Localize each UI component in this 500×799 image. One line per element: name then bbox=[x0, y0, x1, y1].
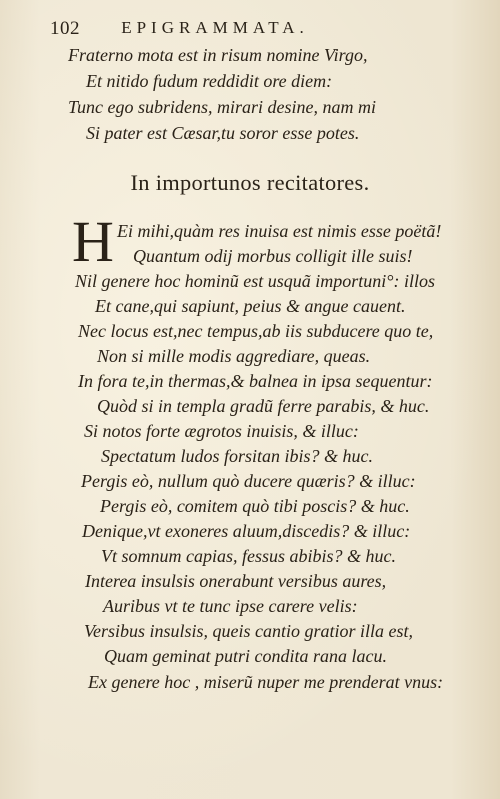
poem-line: Quòd si in templa gradũ ferre parabis, & huc. bbox=[97, 396, 430, 416]
poem-line: Non si mille modis aggrediare, queas. bbox=[97, 346, 371, 366]
page-header bbox=[50, 18, 380, 42]
poem-line: Et cane,qui sapiunt, peius & angue cauent. bbox=[95, 296, 406, 316]
poem-line: In fora te,in thermas,& balnea in ipsa sequentur: bbox=[78, 371, 433, 391]
poem-line: Quam geminat putri condita rana lacu. bbox=[104, 646, 387, 666]
poem-title: In importunos recitatores. bbox=[130, 170, 370, 195]
poem-line: Spectatum ludos forsitan ibis? & huc. bbox=[101, 446, 373, 466]
poem-line: Versibus insulsis, queis cantio gratior illa est, bbox=[84, 621, 414, 641]
poem-line: Ei mihi,quàm res inuisa est nimis esse poëtã! bbox=[117, 221, 442, 241]
page-number: 102 bbox=[50, 18, 80, 39]
drop-cap: H bbox=[72, 209, 114, 274]
poem-line: Interea insulsis onerabunt versibus aures, bbox=[85, 571, 387, 591]
preceding-verse-line: Si pater est Cæsar,tu soror esse potes. bbox=[86, 123, 360, 143]
poem-line: Auribus vt te tunc ipse carere velis: bbox=[103, 596, 358, 616]
preceding-verse-line: Fraterno mota est in risum nomine Virgo, bbox=[68, 45, 368, 65]
poem-line: Si notos forte ægrotos inuisis, & illuc: bbox=[84, 421, 359, 441]
poem-line: Denique,vt exoneres aluum,discedis? & illuc: bbox=[82, 521, 411, 541]
poem-line: Pergis eò, comitem quò tibi poscis? & huc. bbox=[100, 496, 410, 516]
poem-line: Pergis eò, nullum quò ducere quæris? & illuc: bbox=[81, 471, 416, 491]
poem-line: Ex genere hoc , miserũ nuper me prenderat vnus: bbox=[88, 672, 444, 692]
poem-line: Quantum odij morbus colligit ille suis! bbox=[133, 246, 413, 266]
poem-line: Nec locus est,nec tempus,ab iis subducere quo te, bbox=[78, 321, 434, 341]
poem-line: Vt somnum capias, fessus abibis? & huc. bbox=[101, 546, 396, 566]
preceding-verse-line: Tunc ego subridens, mirari desine, nam mi bbox=[68, 97, 376, 117]
poem-line: Nil genere hoc hominũ est usquã importuni°: illos bbox=[75, 271, 436, 291]
preceding-verse-line: Et nitido fudum reddidit ore diem: bbox=[86, 71, 333, 91]
running-head: EPIGRAMMATA. bbox=[121, 18, 309, 37]
